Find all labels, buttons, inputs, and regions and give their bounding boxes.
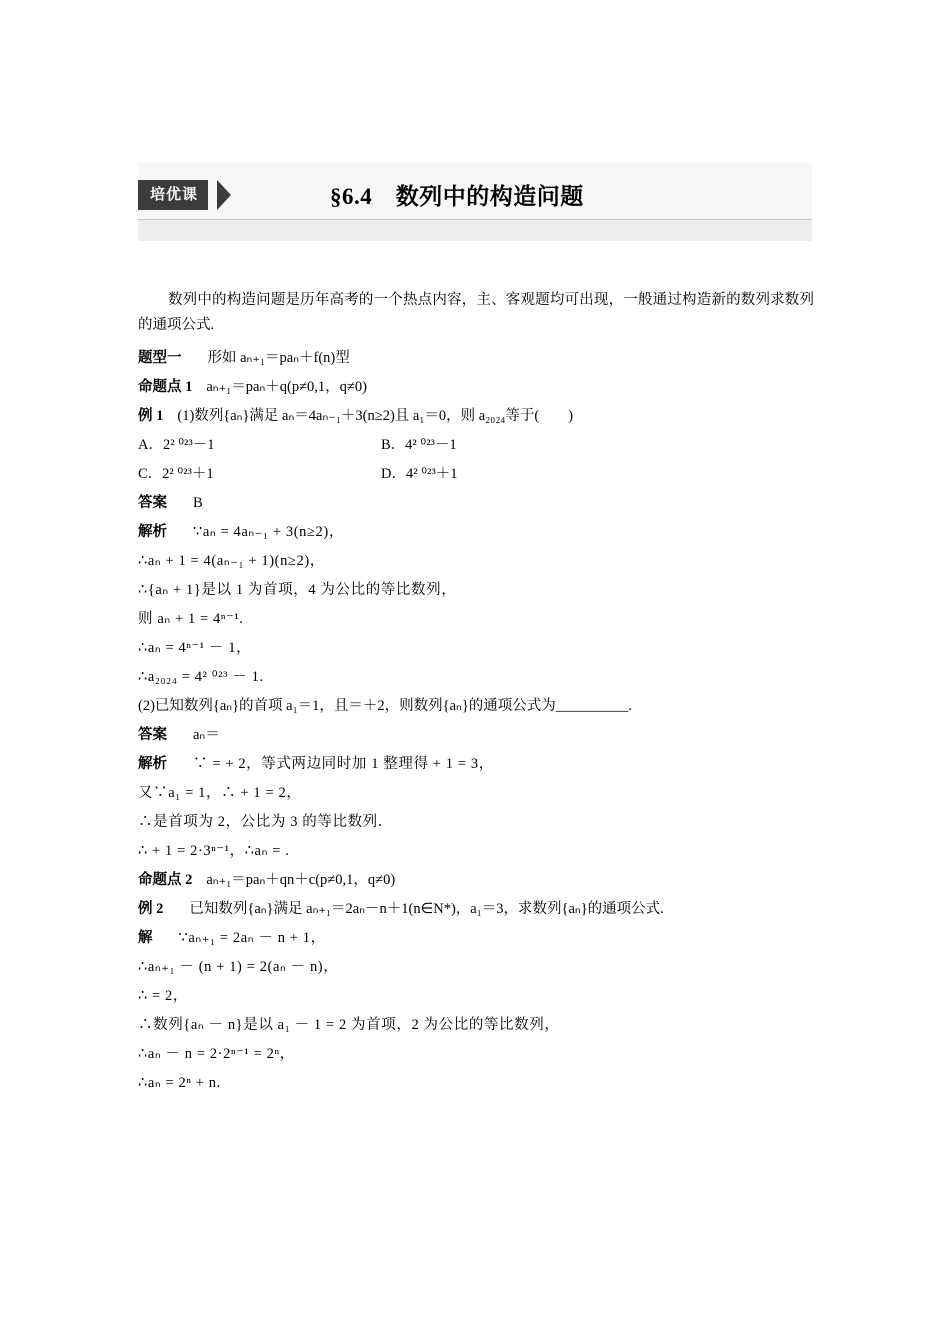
solution-1-line-5 (138, 663, 814, 692)
answer-1b-label: 答案 (138, 727, 167, 743)
choice-d[interactable]: D．4² ⁰²³＋1 (381, 466, 458, 482)
choices-row-2 (138, 460, 814, 489)
solution-1b-line-3 (138, 837, 814, 866)
solution-2-line-2 (138, 982, 814, 1011)
section-tag-arrow-icon (217, 180, 231, 210)
solution-2-text-2: ∴ = 2， (138, 988, 189, 1004)
solution-1-text-0: ∵aₙ = 4aₙ₋₁ + 3(n≥2)， (193, 524, 344, 540)
solution-1b-label: 解析 (138, 756, 167, 772)
answer-1-value: B (193, 495, 203, 511)
answer-1-line (138, 489, 814, 518)
solution-1b-text-2: ∴是首项为 2，公比为 3 的等比数列． (138, 814, 393, 830)
section-tag: 培优课 (138, 180, 208, 210)
document-content (138, 288, 814, 1098)
solution-1-text-1: ∴aₙ + 1 = 4(aₙ₋₁ + 1)(n≥2)， (138, 553, 325, 569)
solution-2-text-1: ∴aₙ₊₁ － (n + 1) = 2(aₙ － n)， (138, 959, 339, 975)
solution-1-line-1 (138, 547, 814, 576)
solution-2-line-0 (138, 924, 814, 953)
solution-2-text-4: ∴aₙ － n = 2·2ⁿ⁻¹ = 2ⁿ， (138, 1046, 295, 1062)
solution-1-text-2: ∴{aₙ + 1}是以 1 为首项，4 为公比的等比数列， (138, 582, 457, 598)
solution-1-line-3 (138, 605, 814, 634)
answer-1b-line (138, 721, 814, 750)
solution-2-label: 解 (138, 930, 153, 946)
solution-2-text-5: ∴aₙ = 2ⁿ + n. (138, 1075, 221, 1091)
solution-2-line-1 (138, 953, 814, 982)
proposition-point-2-label: 命题点 2 (138, 872, 193, 888)
solution-1b-line-0 (138, 750, 814, 779)
choice-c[interactable]: C．2² ⁰²³＋1 (138, 466, 214, 482)
solution-1-text-3: 则 aₙ + 1 = 4ⁿ⁻¹. (138, 611, 244, 627)
choice-b[interactable]: B．4² ⁰²³－1 (381, 437, 457, 453)
answer-1-label: 答案 (138, 495, 167, 511)
question-1b-text: (2)已知数列{aₙ}的首项 a₁＝1，且＝＋2，则数列{aₙ}的通项公式为__________. (138, 698, 632, 714)
example-2-label: 例 2 (138, 901, 164, 917)
choices-row-1 (138, 431, 814, 460)
topic-type-text: 形如 aₙ₊₁＝paₙ＋f(n)型 (207, 350, 350, 366)
page-title: §6.4 数列中的构造问题 (330, 184, 584, 209)
example-1-text: (1)数列{aₙ}满足 aₙ＝4aₙ₋₁＋3(n≥2)且 a₁＝0，则 a₂₀₂₄等于( ) (177, 408, 574, 424)
solution-1-line-2 (138, 576, 814, 605)
topic-type-label: 题型一 (138, 350, 182, 366)
intro-paragraph: 数列中的构造问题是历年高考的一个热点内容，主、客观题均可出现，一般通过构造新的数列求数列的通项公式. (138, 292, 814, 333)
example-2-text: 已知数列{aₙ}满足 aₙ₊₁＝2aₙ－n＋1(n∈N*)，a₁＝3，求数列{aₙ}的通项公式. (189, 901, 664, 917)
question-1b-line (138, 692, 814, 721)
solution-1-text-4: ∴aₙ = 4ⁿ⁻¹ － 1， (138, 640, 252, 656)
example-2-line (138, 895, 814, 924)
choice-a[interactable]: A．2² ⁰²³－1 (138, 437, 215, 453)
example-1-line (138, 402, 814, 431)
solution-1b-text-1: 又∵a₁ = 1，∴ + 1 = 2， (138, 785, 302, 801)
solution-2-text-3: ∴数列{aₙ － n}是以 a₁ － 1 = 2 为首项，2 为公比的等比数列， (138, 1017, 560, 1033)
proposition-point-1-line (138, 373, 814, 402)
solution-1b-text-3: ∴ + 1 = 2·3ⁿ⁻¹，∴aₙ = . (138, 843, 290, 859)
solution-2-text-0: ∵aₙ₊₁ = 2aₙ － n + 1， (178, 930, 326, 946)
solution-1b-line-2 (138, 808, 814, 837)
solution-1b-line-1 (138, 779, 814, 808)
proposition-point-1-label: 命题点 1 (138, 379, 193, 395)
solution-1-line-4 (138, 634, 814, 663)
solution-2-line-5 (138, 1069, 814, 1098)
answer-1b-value: aₙ＝ (193, 727, 220, 743)
proposition-point-2-text: aₙ₊₁＝paₙ＋qn＋c(p≠0,1，q≠0) (206, 872, 396, 888)
solution-1-text-5: ∴a₂₀₂₄ = 4² ⁰²³ － 1. (138, 669, 264, 685)
solution-2-line-4 (138, 1040, 814, 1069)
solution-1-label: 解析 (138, 524, 167, 540)
proposition-point-2-line (138, 866, 814, 895)
solution-1b-text-0: ∵ = + 2，等式两边同时加 1 整理得 + 1 = 3， (193, 756, 494, 772)
topic-type-line (138, 344, 814, 373)
solution-1-line-0 (138, 518, 814, 547)
example-1-label: 例 1 (138, 408, 164, 424)
proposition-point-1-text: aₙ₊₁＝paₙ＋q(p≠0,1，q≠0) (206, 379, 367, 395)
solution-2-line-3 (138, 1011, 814, 1040)
